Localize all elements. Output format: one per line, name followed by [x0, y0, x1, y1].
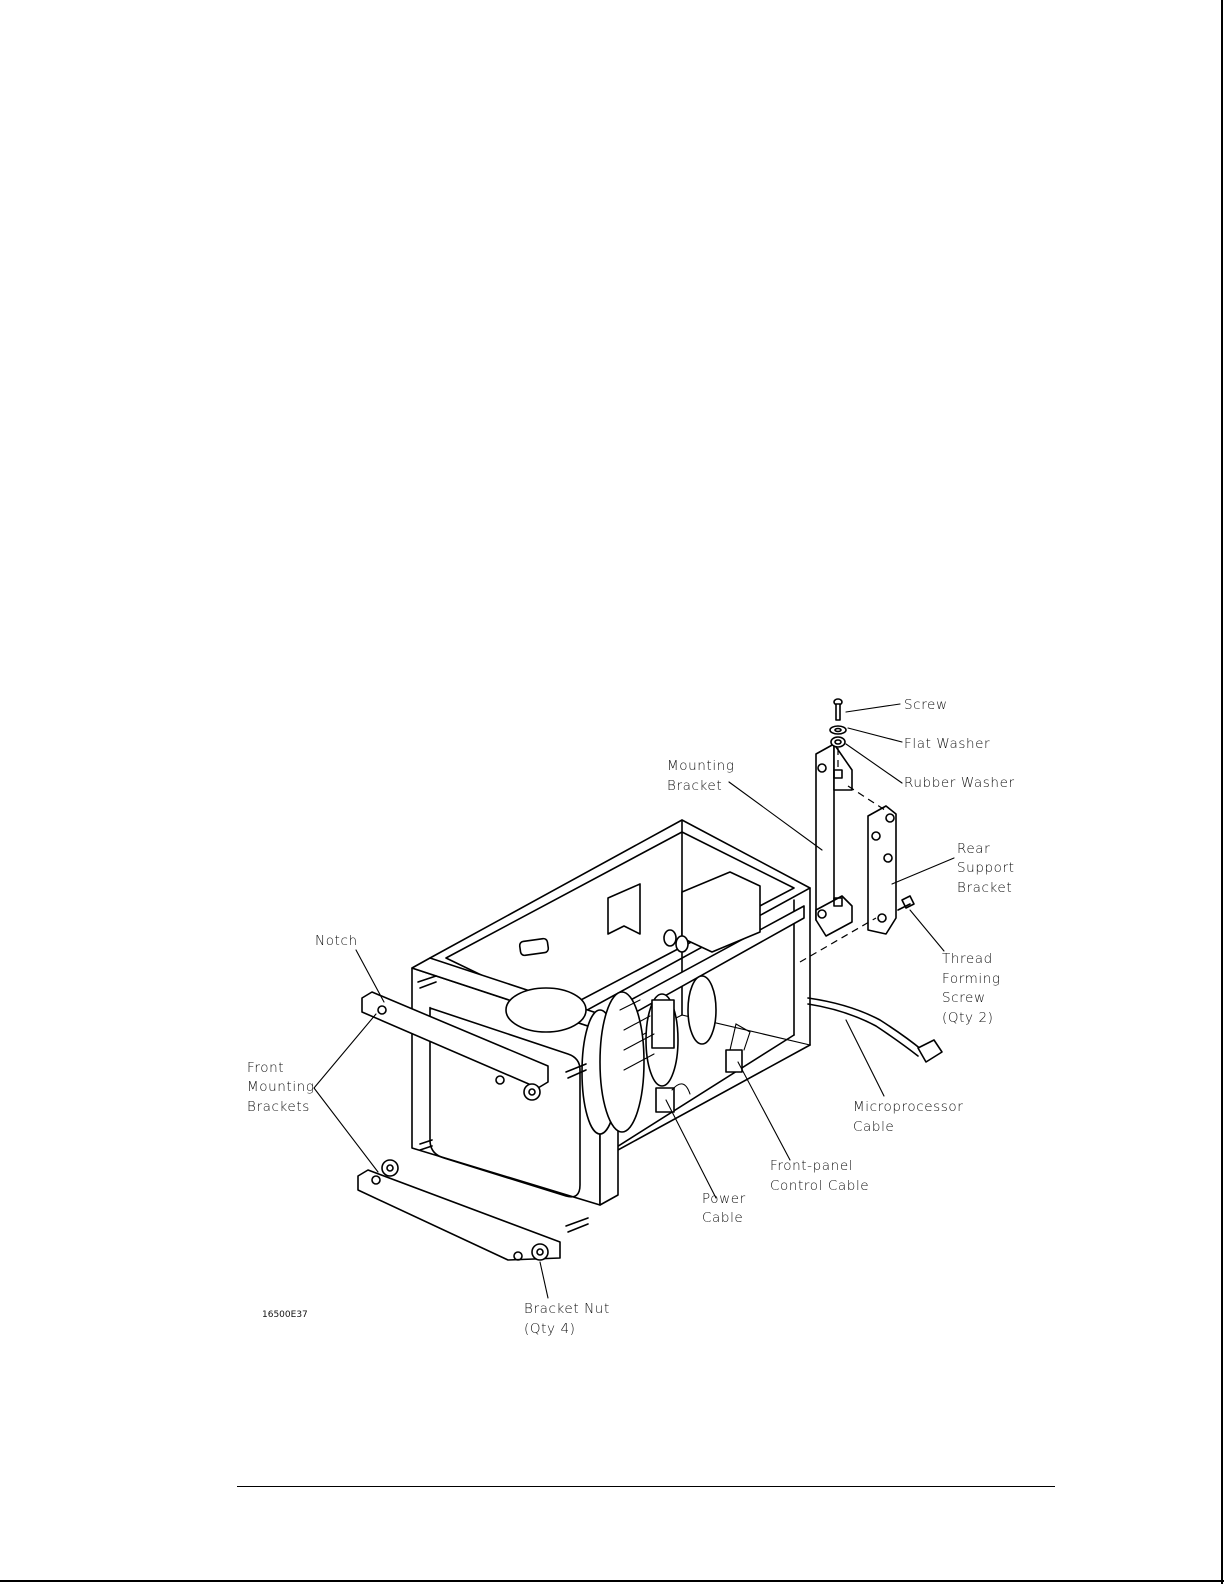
label-rubber-washer: Rubber Washer	[904, 775, 1015, 791]
label-bracket-nut-2: (Qty 4)	[524, 1321, 576, 1337]
label-bracket-nut-1: Bracket Nut	[524, 1301, 610, 1317]
rear-support-bracket	[800, 786, 896, 962]
microprocessor-cable-drawing	[808, 998, 942, 1062]
label-front-panel-control-cable-2: Control Cable	[770, 1178, 870, 1194]
figure-id: 16500E37	[262, 1310, 308, 1320]
label-rear-support-bracket-1: Rear	[957, 841, 991, 857]
label-microprocessor-cable-1: Microprocessor	[853, 1099, 964, 1115]
label-rear-support-bracket-2: Support	[957, 860, 1015, 876]
label-front-mounting-brackets-3: Brackets	[247, 1099, 310, 1115]
label-mounting-bracket-1: Mounting	[667, 758, 735, 774]
label-front-panel-control-cable-1: Front-panel	[770, 1158, 854, 1174]
label-rear-support-bracket-3: Bracket	[957, 880, 1013, 896]
label-microprocessor-cable-2: Cable	[853, 1119, 895, 1135]
label-front-mounting-brackets-1: Front	[247, 1060, 285, 1076]
label-thread-forming-screw-4: (Qty 2)	[942, 1010, 994, 1026]
label-thread-forming-screw-2: Forming	[942, 971, 1001, 987]
label-power-cable-1: Power	[702, 1191, 746, 1207]
label-front-mounting-brackets-2: Mounting	[247, 1079, 315, 1095]
label-power-cable-2: Cable	[702, 1210, 744, 1226]
label-thread-forming-screw-3: Screw	[942, 990, 986, 1006]
label-thread-forming-screw-1: Thread	[942, 951, 993, 967]
label-notch: Notch	[315, 933, 358, 949]
label-flat-washer: Flat Washer	[904, 736, 991, 752]
label-screw: Screw	[904, 697, 948, 713]
rear-mounting-bracket	[816, 744, 852, 936]
label-mounting-bracket-2: Bracket	[667, 778, 723, 794]
